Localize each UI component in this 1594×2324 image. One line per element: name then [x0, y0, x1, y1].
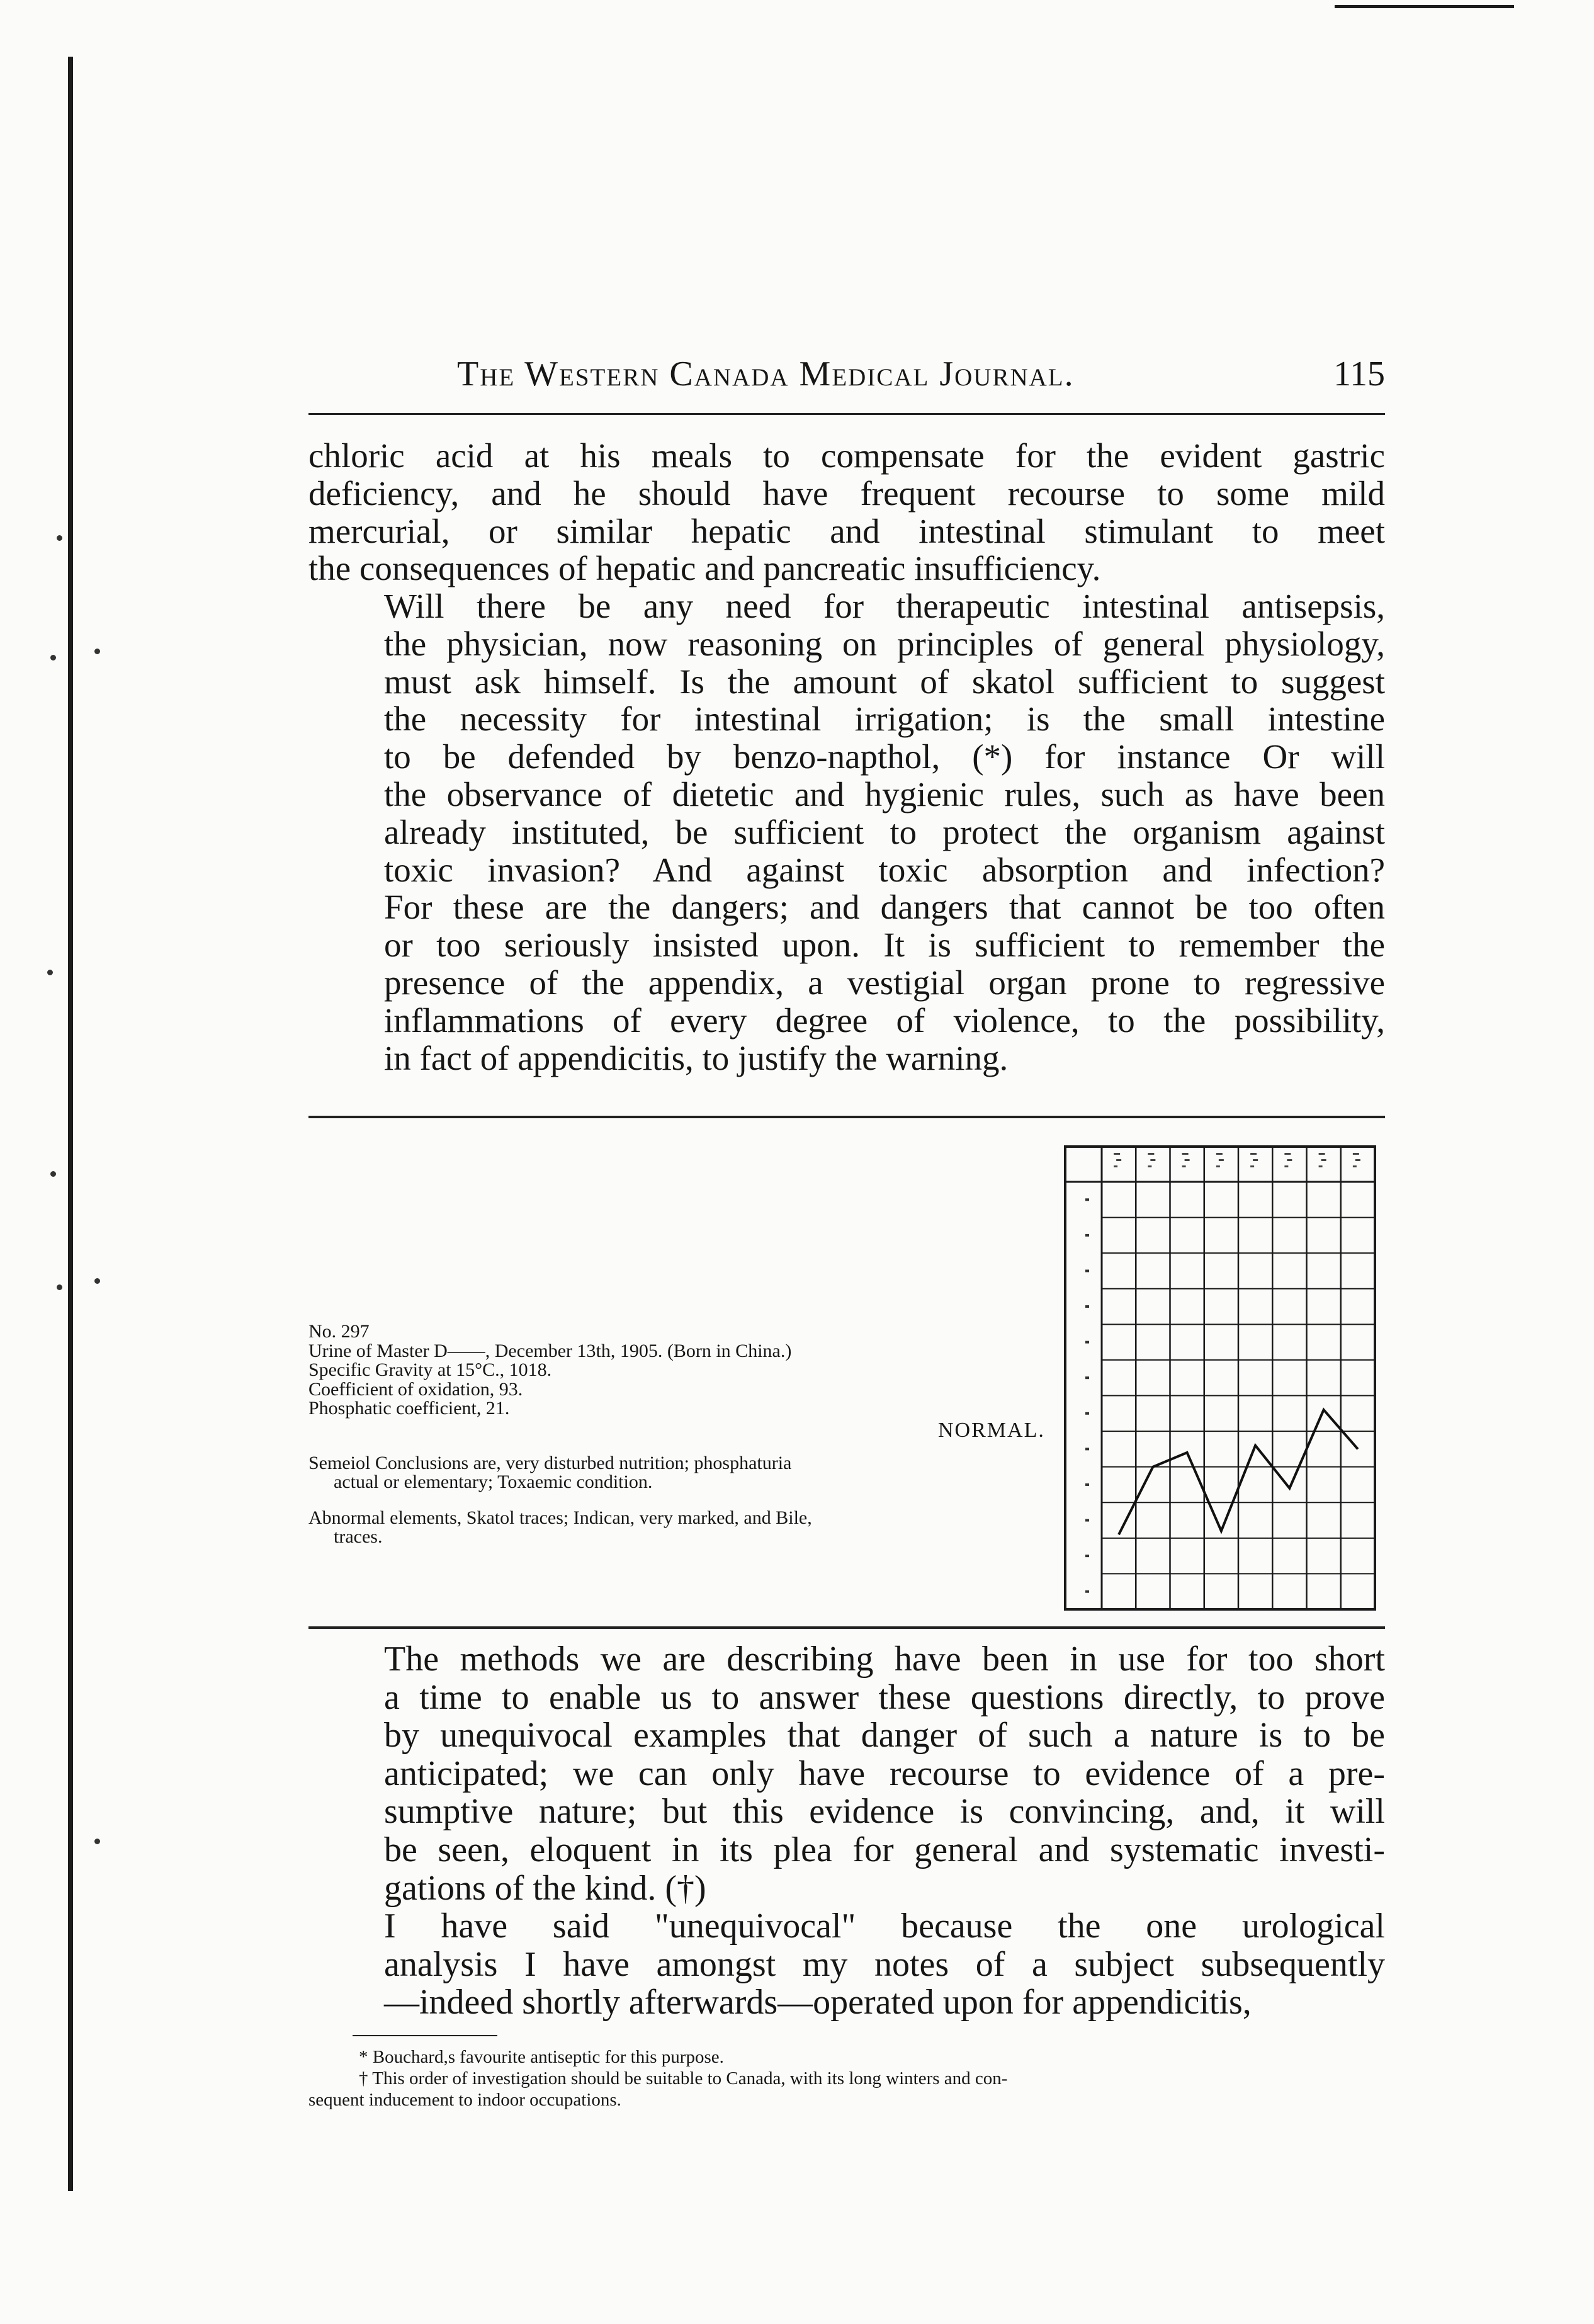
row-scale-mark [1085, 1412, 1089, 1415]
footnote-line: sequent inducement to indoor occupations. [308, 2090, 621, 2110]
text-line: the physician, now reasoning on principles of general physiology, [384, 624, 1385, 663]
footnotes [308, 2046, 1385, 2111]
scan-speck [94, 1278, 100, 1284]
text-line: I have said "unequivocal" because the one urological [384, 1907, 1385, 1946]
paragraph-continued [308, 437, 1385, 587]
journal-title: The Western Canada Medical Journal. [457, 354, 1075, 394]
abnormal-line: traces. [334, 1526, 383, 1547]
scan-speck [50, 1171, 56, 1177]
column-header-mark [1216, 1153, 1223, 1155]
paragraph-methods [308, 1640, 1385, 1907]
text-line: toxic invasion? And against toxic absorption and infection? [384, 850, 1385, 889]
header-rule [308, 413, 1385, 415]
text-line: be seen, eloquent in its plea for general and systematic investi- [384, 1830, 1385, 1869]
text-line: inflammations of every degree of violence, to the possibility, [384, 1000, 1385, 1040]
column-header-mark [1114, 1165, 1117, 1167]
scan-speck [94, 1839, 100, 1844]
row-scale-mark [1085, 1198, 1089, 1201]
paragraph-antisepsis [308, 587, 1385, 1077]
column-header-mark [1185, 1159, 1190, 1161]
scan-speck [57, 1284, 62, 1290]
column-header-mark [1284, 1153, 1291, 1155]
footnote-line: † This order of investigation should be suitable to Canada, with its long winters and con- [359, 2068, 1008, 2089]
text-line: presence of the appendix, a vestigial organ prone to regressive [384, 963, 1385, 1002]
column-header-mark [1216, 1165, 1220, 1167]
column-header-mark [1182, 1153, 1189, 1155]
row-scale-mark [1085, 1555, 1089, 1557]
column-header-mark [1355, 1159, 1360, 1161]
text-line: The methods we are describing have been in use for too short [384, 1640, 1385, 1679]
scan-top-rule [1335, 5, 1514, 8]
conclusions-line: actual or elementary; Toxaemic condition. [334, 1471, 653, 1492]
text-line: in fact of appendicitis, to justify the warning. [384, 1038, 1009, 1077]
text-line: mercurial, or similar hepatic and intestinal stimulant to meet [308, 511, 1385, 550]
specimen-line: Urine of Master D——, December 13th, 1905. (Born in China.) [308, 1340, 792, 1361]
column-header-mark [1284, 1165, 1288, 1167]
text-line: analysis I have amongst my notes of a subject subsequently [384, 1944, 1385, 1984]
row-scale-mark [1085, 1341, 1089, 1344]
column-header-mark [1250, 1165, 1254, 1167]
column-header-mark [1319, 1165, 1323, 1167]
column-header-mark [1114, 1153, 1120, 1155]
text-line: sumptive nature; but this evidence is convincing, and, it will [384, 1792, 1385, 1832]
urology-chart [1063, 1144, 1377, 1612]
section-rule-top [308, 1116, 1385, 1118]
text-line: the consequences of hepatic and pancreatic insufficiency. [308, 549, 1101, 588]
conclusions-line: Semeiol Conclusions are, very disturbed nutrition; phosphaturia [308, 1452, 792, 1473]
scan-speck [57, 535, 62, 541]
specimen-line: Coefficient of oxidation, 93. [308, 1378, 523, 1400]
text-line: a time to enable us to answer these questions directly, to prove [384, 1677, 1385, 1717]
text-line: Will there be any need for therapeutic intestinal antisepsis, [384, 587, 1385, 625]
column-header-mark [1353, 1165, 1357, 1167]
row-scale-mark [1085, 1305, 1089, 1308]
row-scale-mark [1085, 1483, 1089, 1486]
text-line: must ask himself. Is the amount of skatol sufficient to suggest [384, 662, 1385, 701]
row-scale-mark [1085, 1519, 1089, 1522]
column-header-mark [1116, 1159, 1121, 1161]
column-header-mark [1253, 1159, 1258, 1161]
text-line: chloric acid at his meals to compensate for the evident gastric [308, 436, 1385, 475]
column-header-mark [1150, 1159, 1155, 1161]
row-scale-mark [1085, 1234, 1089, 1237]
text-line: deficiency, and he should have frequent recourse to some mild [308, 473, 1385, 513]
text-line: or too seriously insisted upon. It is sufficient to remember the [384, 926, 1385, 965]
scan-speck [50, 655, 56, 660]
page-number: 115 [1333, 354, 1385, 394]
text-line: For these are the dangers; and dangers that cannot be too often [384, 888, 1385, 927]
abnormal-line: Abnormal elements, Skatol traces; Indican, very marked, and Bile, [308, 1507, 812, 1528]
scan-edge-line [68, 57, 73, 2191]
column-header-mark [1219, 1159, 1224, 1161]
specimen-line: No. 297 [308, 1321, 370, 1342]
row-scale-mark [1085, 1448, 1089, 1450]
text-line: anticipated; we can only have recourse to evidence of a pre- [384, 1754, 1385, 1793]
scan-speck [47, 970, 53, 975]
column-header-mark [1250, 1153, 1257, 1155]
running-header [308, 350, 1385, 400]
text-line: the observance of dietetic and hygienic rules, such as have been [384, 774, 1385, 813]
section-rule-bottom [308, 1626, 1385, 1629]
chart-frame [1065, 1147, 1375, 1609]
paragraph-unequivocal [308, 1907, 1385, 2022]
scan-speck [94, 649, 100, 654]
column-header-mark [1353, 1153, 1359, 1155]
specimen-line: Phosphatic coefficient, 21. [308, 1398, 510, 1419]
column-header-mark [1319, 1153, 1325, 1155]
column-header-mark [1148, 1165, 1151, 1167]
footnote-rule [353, 2035, 497, 2036]
column-header-mark [1182, 1165, 1186, 1167]
normal-label: NORMAL. [938, 1419, 1045, 1442]
text-line: gations of the kind. (†) [384, 1868, 706, 1908]
text-line: already instituted, be sufficient to protect the organism against [384, 812, 1385, 851]
row-scale-mark [1085, 1376, 1089, 1379]
text-line: to be defended by benzo-napthol, (*) for instance Or will [384, 737, 1385, 776]
text-line: the necessity for intestinal irrigation; is the small intestine [384, 700, 1385, 739]
footnote-line: * Bouchard,s favourite antiseptic for this purpose. [359, 2047, 724, 2067]
row-scale-mark [1085, 1269, 1089, 1272]
text-line: —indeed shortly afterwards—operated upon for appendicitis, [384, 1983, 1252, 2022]
row-scale-mark [1085, 1590, 1089, 1593]
specimen-line: Specific Gravity at 15°C., 1018. [308, 1359, 552, 1380]
text-line: by unequivocal examples that danger of such a nature is to be [384, 1716, 1385, 1755]
column-header-mark [1321, 1159, 1326, 1161]
column-header-mark [1148, 1153, 1154, 1155]
column-header-mark [1287, 1159, 1292, 1161]
